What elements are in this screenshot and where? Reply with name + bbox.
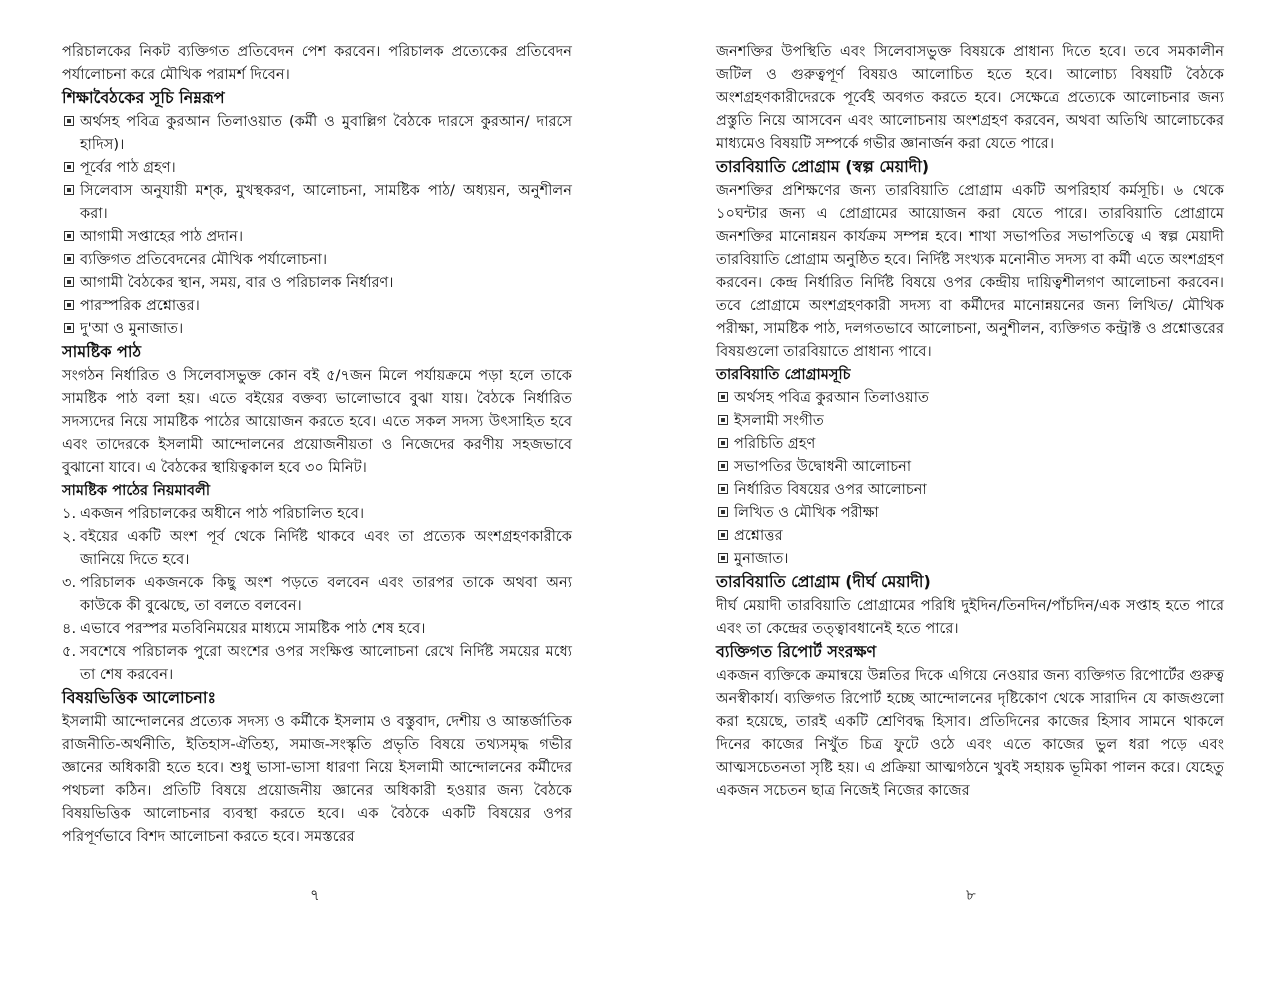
personal-report-heading: ব্যক্তিগত রিপোর্ট সংরক্ষণ (716, 642, 877, 661)
left-page (62, 40, 572, 848)
program-schedule-heading: তারবিয়াতি প্রোগ্রামসূচি (716, 366, 851, 383)
square-bullet-icon (718, 553, 728, 563)
right-intro-paragraph: জনশক্তির উপস্থিতি এবং সিলেবাসভুক্ত বিষয়কে প্রাধান্য দিতে হবে। তবে সমকালীন জটিল ও গুরুত্বপূর্ণ বিষয়ও আলোচিত হতে হবে। আলোচ্য বিষয়টি বৈঠকে অংশগ্রহণকারীদেরকে পূর্বেই অবগত করতে হবে। সেক্ষেত্রে প্রত্যেকে আলোচনার জন্য প্রস্তুতি নিয়ে আসবেন এবং আলোচনায় অংশগ্রহণ করবেন, অথবা অতিথি আলোচকের মাধ্যমেও বিষয়টি সম্পর্কে গভীর জ্ঞানার্জন করা যেতে পারে। (716, 43, 1224, 152)
list-item: ১. একজন পরিচালকের অধীনে পাঠ পরিচালিত হবে। (62, 505, 365, 522)
list-item: দু'আ ও মুনাজাত। (62, 317, 572, 340)
left-page-number: ৭ (310, 886, 320, 904)
list-item: পরিচিতি গ্রহণ (716, 432, 1224, 455)
list-item: ৩. পরিচালক একজনকে কিছু অংশ পড়তে বলবেন এবং তারপর তাকে অথবা অন্য কাউকে কী বুঝেছে, তা বলতে বলবেন। (62, 574, 572, 614)
list-item: ৫. সবশেষে পরিচালক পুরো অংশের ওপর সংক্ষিপ্ত আলোচনা রেখে নির্দিষ্ট সময়ের মধ্যে তা শেষ করবেন। (62, 643, 572, 683)
square-bullet-icon (718, 392, 728, 402)
rules-list (62, 502, 572, 686)
topic-discussion-paragraph: ইসলামী আন্দোলনের প্রত্যেক সদস্য ও কর্মীকে ইসলাম ও বস্তুবাদ, দেশীয় ও আন্তর্জাতিক রাজনীতি-অর্থনীতি, ইতিহাস-ঐতিহ্য, সমাজ-সংস্কৃতি প্রভৃতি বিষয়ে তথ্যসমৃদ্ধ গভীর জ্ঞানের অধিকারী হতে হবে। শুধু ভাসা-ভাসা ধারণা নিয়ে ইসলামী আন্দোলনের কর্মীদের পথচলা কঠিন। প্রতিটি বিষয়ে প্রয়োজনীয় জ্ঞানের অধিকারী হওয়ার জন্য বৈঠকে বিষয়ভিত্তিক আলোচনার ব্যবস্থা করতে হবে। এক বৈঠকে একটি বিষয়ের ওপর পরিপূর্ণভাবে বিশদ আলোচনা করতে হবে। সমস্তরের (62, 713, 572, 845)
short-term-program-heading: তারবিয়াতি প্রোগ্রাম (স্বল্প মেয়াদী) (716, 157, 930, 176)
agenda-list (62, 110, 572, 340)
list-item: ৪. এভাবে পরস্পর মতবিনিময়ের মাধ্যমে সামষ্টিক পাঠ শেষ হবে। (62, 620, 426, 637)
square-bullet-icon (718, 415, 728, 425)
square-bullet-icon (64, 231, 74, 241)
square-bullet-icon (718, 484, 728, 494)
square-bullet-icon (64, 162, 74, 172)
list-item: ইসলামী সংগীত (716, 409, 1224, 432)
square-bullet-icon (64, 277, 74, 287)
list-item: সিলেবাস অনুযায়ী মশ্ক, মুখস্থকরণ, আলোচনা, সামষ্টিক পাঠ/ অধ্যয়ন, অনুশীলন করা। (62, 179, 572, 225)
list-item: অর্থসহ পবিত্র কুরআন তিলাওয়াত (716, 386, 1224, 409)
group-study-rules-heading: সামষ্টিক পাঠের নিয়মাবলী (62, 482, 211, 499)
square-bullet-icon (64, 323, 74, 333)
list-item: পূর্বের পাঠ গ্রহণ। (62, 156, 572, 179)
list-item: অর্থসহ পবিত্র কুরআন তিলাওয়াত (কর্মী ও মুবাল্লিগ বৈঠকে দারসে কুরআন/ দারসে হাদিস)। (62, 110, 572, 156)
group-study-paragraph: সংগঠন নির্ধারিত ও সিলেবাসভুক্ত কোন বই ৫/৭জন মিলে পর্যায়ক্রমে পড়া হলে তাকে সামষ্টিক পাঠ বলা হয়। এতে বইয়ের বক্তব্য ভালোভাবে বুঝা যায়। বৈঠকে নির্ধারিত সদস্যদের নিয়ে সামষ্টিক পাঠের আয়োজন করতে হবে। এতে সকল সদস্য উৎসাহিত হবে এবং তাদেরকে ইসলামী আন্দোলনের প্রয়োজনীয়তা ও নিজেদের করণীয় সহজভাবে বুঝানো যাবে। এ বৈঠকের স্থায়িত্বকাল হবে ৩০ মিনিট। (62, 367, 572, 476)
square-bullet-icon (64, 254, 74, 264)
list-item: মুনাজাত। (716, 547, 1224, 570)
topic-discussion-heading: বিষয়ভিত্তিক আলোচনাঃ (62, 688, 217, 707)
right-page (716, 40, 1224, 802)
right-page-number: ৮ (966, 886, 976, 904)
square-bullet-icon (718, 507, 728, 517)
list-item: ২. বইয়ের একটি অংশ পূর্ব থেকে নির্দিষ্ট থাকবে এবং তা প্রত্যেক অংশগ্রহণকারীকে জানিয়ে দিতে হবে। (62, 528, 572, 568)
list-item: সভাপতির উদ্বোধনী আলোচনা (716, 455, 1224, 478)
list-item: লিখিত ও মৌখিক পরীক্ষা (716, 501, 1224, 524)
square-bullet-icon (64, 116, 74, 126)
agenda-heading: শিক্ষাবৈঠকের সূচি নিম্নরূপ (62, 88, 225, 107)
left-intro-paragraph: পরিচালকের নিকট ব্যক্তিগত প্রতিবেদন পেশ করবেন। পরিচালক প্রত্যেকের প্রতিবেদন পর্যালোচনা করে মৌখিক পরামর্শ দিবেন। (62, 43, 572, 83)
program-schedule-list (716, 386, 1224, 570)
long-term-program-heading: তারবিয়াতি প্রোগ্রাম (দীর্ঘ মেয়াদী) (716, 572, 931, 591)
list-item: আগামী সপ্তাহের পাঠ প্রদান। (62, 225, 572, 248)
square-bullet-icon (718, 461, 728, 471)
square-bullet-icon (718, 438, 728, 448)
list-item: পারস্পরিক প্রশ্নোত্তর। (62, 294, 572, 317)
list-item: আগামী বৈঠকের স্থান, সময়, বার ও পরিচালক নির্ধারণ। (62, 271, 572, 294)
list-item: নির্ধারিত বিষয়ের ওপর আলোচনা (716, 478, 1224, 501)
personal-report-paragraph: একজন ব্যক্তিকে ক্রমান্বয়ে উন্নতির দিকে এগিয়ে নেওয়ার জন্য ব্যক্তিগত রিপোর্টের গুরুত্ব অনস্বীকার্য। ব্যক্তিগত রিপোর্ট হচ্ছে আন্দোলনের দৃষ্টিকোণ থেকে সারাদিন যে কাজগুলো করা হয়েছে, তারই একটি শ্রেণিবদ্ধ হিসাব। প্রতিদিনের কাজের হিসাব সামনে থাকলে দিনের কাজের নিখুঁত চিত্র ফুটে ওঠে এবং এতে কাজের ভুল ধরা পড়ে এবং আত্মসচেতনতা সৃষ্টি হয়। এ প্রক্রিয়া আত্মগঠনে খুবই সহায়ক ভূমিকা পালন করে। যেহেতু একজন সচেতন ছাত্র নিজেই নিজের কাজের (716, 667, 1224, 799)
group-study-heading: সামষ্টিক পাঠ (62, 342, 142, 361)
square-bullet-icon (718, 530, 728, 540)
short-term-program-paragraph: জনশক্তির প্রশিক্ষণের জন্য তারবিয়াতি প্রোগ্রাম একটি অপরিহার্য কর্মসূচি। ৬ থেকে ১০ঘন্টার জন্য এ প্রোগ্রামের আয়োজন করা যেতে পারে। তারবিয়াতি প্রোগ্রামে জনশক্তির মানোন্নয়ন কার্যক্রম সম্পন্ন হবে। শাখা সভাপতির সভাপতিত্বে এ স্বল্প মেয়াদী তারবিয়াতি প্রোগ্রাম অনুষ্ঠিত হবে। নির্দিষ্ট সংখ্যক মনোনীত সদস্য বা কর্মী এতে অংশগ্রহণ করবেন। কেন্দ্র নির্ধারিত নির্দিষ্ট বিষয়ে ওপর কেন্দ্রীয় দায়িত্বশীলগণ আলোচনা করবেন। তবে প্রোগ্রামে অংশগ্রহণকারী সদস্য বা কর্মীদের মানোন্নয়নের জন্য লিখিত/ মৌখিক পরীক্ষা, সামষ্টিক পাঠ, দলগতভাবে আলোচনা, অনুশীলন, ব্যক্তিগত কন্ট্রাক্ট ও প্রশ্নোত্তরের বিষয়গুলো তারবিয়াতে প্রাধান্য পাবে। (716, 182, 1224, 360)
list-item: ব্যক্তিগত প্রতিবেদনের মৌখিক পর্যালোচনা। (62, 248, 572, 271)
long-term-program-paragraph: দীর্ঘ মেয়াদী তারবিয়াতি প্রোগ্রামের পরিধি দুইদিন/তিনদিন/পাঁচদিন/এক সপ্তাহ হতে পারে এবং তা কেন্দ্রের তত্ত্বাবধানেই হতে পারে। (716, 597, 1224, 637)
square-bullet-icon (64, 300, 74, 310)
list-item: প্রশ্নোত্তর (716, 524, 1224, 547)
square-bullet-icon (64, 185, 74, 195)
